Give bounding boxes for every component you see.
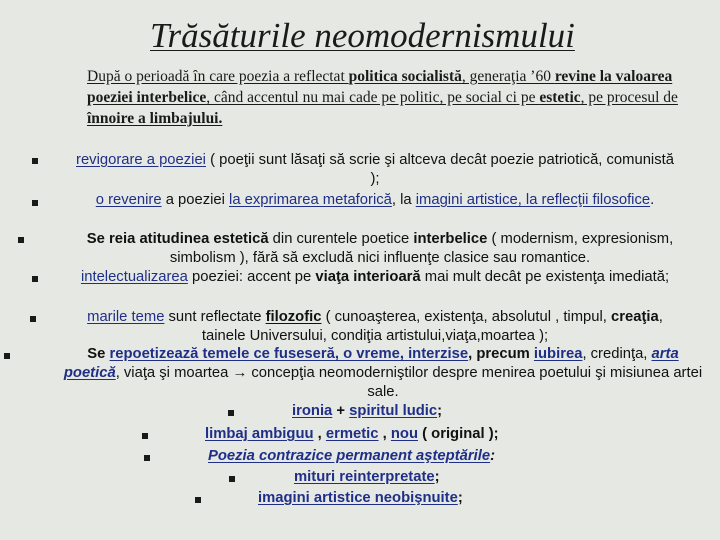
item-text: poeziei: accent pe [187, 269, 316, 285]
item-text: ( poeţii sunt lăsaţi să scrie şi altceva decât poezie patriotică, comunistă ); [205, 152, 674, 187]
bullet-icon [32, 158, 38, 164]
sub-item-text: , [378, 426, 391, 442]
bullet-icon [228, 410, 234, 416]
item-text: a poeziei [161, 192, 230, 208]
list-item [70, 308, 680, 346]
list-item [70, 191, 680, 210]
sub-item-text: ( original ); [418, 426, 499, 442]
sub-item-text: mituri reinterpretate [294, 469, 435, 485]
item-emphasis: iubirea [533, 346, 583, 362]
item-lead: intelectualizarea [80, 269, 188, 285]
intro-emphasis: înnoire a limbajului. [87, 110, 223, 127]
item-emphasis: la exprimarea metaforică [229, 192, 392, 208]
intro-paragraph [87, 66, 712, 129]
sub-item-text: ermetic [325, 426, 379, 442]
item-text: ( cunoaşterea, existenţa, absolutul , timpul, [321, 309, 612, 325]
bullet-icon [4, 353, 10, 359]
sub-item [208, 447, 495, 466]
bullet-icon [32, 276, 38, 282]
item-text: , precum [468, 346, 534, 362]
intro-text: , generaţia ’60 [461, 68, 555, 85]
sub-item-text: ; [457, 490, 463, 506]
sub-item [292, 402, 442, 421]
slide-title: Trăsăturile neomodernismului [150, 16, 575, 55]
item-text: Se [87, 346, 110, 362]
item-emphasis: creaţia [611, 309, 659, 325]
item-text: , credinţa, [582, 346, 652, 362]
item-text: . [650, 192, 655, 208]
item-text: sunt reflectate [164, 309, 266, 325]
sub-item-text: ; [437, 403, 443, 419]
item-text: , tainele Universului, condiţia artistului,viaţa,moartea ); [201, 309, 663, 344]
item-lead: o revenire [95, 192, 162, 208]
item-text: , la [391, 192, 416, 208]
intro-text: , când accentul nu mai cade pe politic, pe social ci pe [206, 89, 540, 106]
bullet-icon [229, 476, 235, 482]
item-emphasis: repoetizează temele ce fuseseră, o vreme, interzise [109, 346, 469, 362]
bullet-icon [142, 433, 148, 439]
sub-item-text: imagini artistice neobişnuite [258, 490, 458, 506]
item-lead: Se reia atitudinea estetică [86, 231, 269, 247]
intro-text: , pe procesul de [580, 89, 678, 106]
list-item [70, 151, 680, 189]
bullet-icon [32, 200, 38, 206]
bullet-icon [195, 497, 201, 503]
bullet-icon [18, 237, 24, 243]
sub-item-text: ironia [292, 403, 333, 419]
intro-text: După o perioadă în care poezia a reflectat [87, 68, 349, 85]
list-item [58, 345, 708, 402]
intro-emphasis: revine la valoarea poeziei interbelice [87, 68, 673, 106]
sub-item-text: : [490, 448, 496, 464]
sub-item-text: , [313, 426, 326, 442]
bullet-icon [144, 455, 150, 461]
intro-emphasis: politica socialistă [348, 68, 462, 85]
sub-item-text: + [332, 403, 350, 419]
intro-emphasis: estetic [539, 89, 581, 106]
sub-item [294, 468, 440, 487]
item-emphasis: viaţa interioară [315, 269, 421, 285]
item-text: mai mult decât pe existenţa imediată; [420, 269, 670, 285]
sub-item-text: limbaj ambiguu [205, 426, 314, 442]
item-text: din curentele poetice [268, 231, 414, 247]
sub-item [205, 425, 499, 444]
item-lead: revigorare a poeziei [76, 152, 206, 168]
item-text: ( modernism, expresionism, simbolism ), fără să excludă nici influenţe clasice sau romantice. [169, 231, 674, 266]
item-emphasis: interbelice [413, 231, 488, 247]
item-emphasis: filozofic [265, 309, 322, 325]
item-lead: marile teme [87, 309, 165, 325]
sub-item-text: Poezia contrazice permanent aşteptările [208, 448, 491, 464]
sub-item [258, 489, 463, 508]
bullet-icon [30, 316, 36, 322]
sub-item-text: spiritul ludic [349, 403, 438, 419]
item-emphasis: arta poetică [63, 346, 679, 381]
list-item [70, 268, 680, 287]
list-item [60, 230, 700, 268]
sub-item-text: ; [434, 469, 440, 485]
item-emphasis: imagini artistice, la reflecţii filosofice [415, 192, 651, 208]
item-text: , viaţa şi moartea → concepţia neomoderniştilor despre menirea poetului şi misiunea artei sale. [115, 365, 703, 400]
sub-item-text: nou [390, 426, 418, 442]
